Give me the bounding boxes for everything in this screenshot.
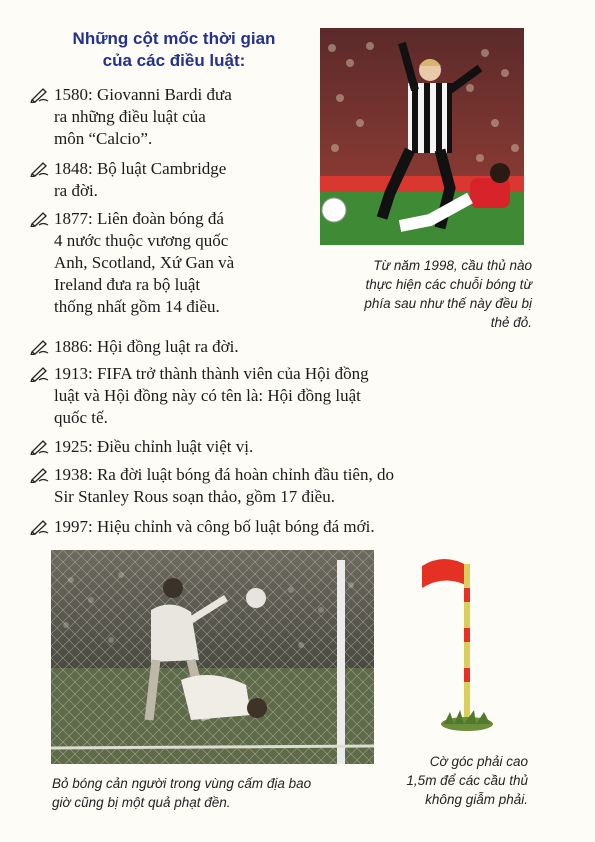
milestone-line: Sir Stanley Rous soạn thảo, gồm 17 điều. (54, 487, 335, 506)
milestone-line: 4 nước thuộc vương quốc (54, 231, 229, 250)
milestone-line: thống nhất gồm 14 điều. (54, 297, 220, 316)
caption-line: Từ năm 1998, cầu thủ nào (373, 258, 532, 273)
caption-line: thực hiện các chuỗi bóng từ (365, 277, 532, 292)
caption-line: 1,5m để các cầu thủ (406, 773, 528, 788)
milestone-item (54, 464, 394, 508)
milestone-line: 1848: Bộ luật Cambridge (54, 159, 227, 178)
milestone-line: môn “Calcio”. (54, 129, 153, 148)
caption-line: phía sau như thế này đều bị (364, 296, 532, 311)
writing-hand-icon (30, 467, 50, 483)
milestone-item (54, 336, 239, 358)
caption-line: giờ cũng bị một quả phạt đền. (52, 795, 231, 810)
writing-hand-icon (30, 87, 50, 103)
milestone-item (54, 208, 234, 318)
corner-flag-illustration (414, 548, 534, 738)
writing-hand-icon (30, 211, 50, 227)
tackle-caption (300, 256, 532, 332)
writing-hand-icon (30, 439, 50, 455)
milestone-item (54, 363, 369, 429)
caption-line: thẻ đỏ. (490, 315, 532, 330)
corner-flag-icon (414, 548, 534, 738)
tackle-photo (320, 28, 524, 245)
milestone-line: Ireland đưa ra bộ luật (54, 275, 201, 294)
writing-hand-icon (30, 366, 50, 382)
caption-line: Cờ góc phải cao (429, 754, 528, 769)
corner-flag-caption (362, 752, 528, 809)
milestone-line: quốc tế. (54, 408, 108, 427)
caption-line: Bỏ bóng cản người trong vùng cấm địa bao (52, 776, 312, 791)
milestone-line: luật và Hội đồng này có tên là: Hội đồng luật (54, 386, 361, 405)
milestone-item (54, 158, 226, 202)
milestone-line: ra đời. (54, 181, 98, 200)
penalty-caption (52, 774, 382, 812)
penalty-photo (51, 550, 374, 764)
milestone-line: 1997: Hiệu chỉnh và công bố luật bóng đá mới. (54, 517, 375, 536)
milestone-line: Anh, Scotland, Xứ Gan và (54, 253, 235, 272)
section-title-line-2: của các điều luật: (102, 51, 246, 70)
milestone-line: 1886: Hội đồng luật ra đời. (54, 337, 239, 356)
milestone-line: 1877: Liên đoàn bóng đá (54, 209, 224, 228)
milestone-item (54, 436, 253, 458)
writing-hand-icon (30, 339, 50, 355)
section-title (40, 28, 308, 72)
milestone-item (54, 516, 375, 538)
milestone-line: 1580: Giovanni Bardi đưa (54, 85, 232, 104)
writing-hand-icon (30, 519, 50, 535)
writing-hand-icon (30, 161, 50, 177)
milestone-line: ra những điều luật của (54, 107, 206, 126)
milestone-line: 1913: FIFA trở thành thành viên của Hội đồng (54, 364, 369, 383)
milestone-line: 1925: Điều chỉnh luật việt vị. (54, 437, 254, 456)
caption-line: không giẫm phải. (425, 792, 528, 807)
section-title-line-1: Những cột mốc thời gian (72, 29, 276, 48)
milestone-item (54, 84, 232, 150)
milestone-line: 1938: Ra đời luật bóng đá hoàn chỉnh đầu tiên, do (54, 465, 394, 484)
